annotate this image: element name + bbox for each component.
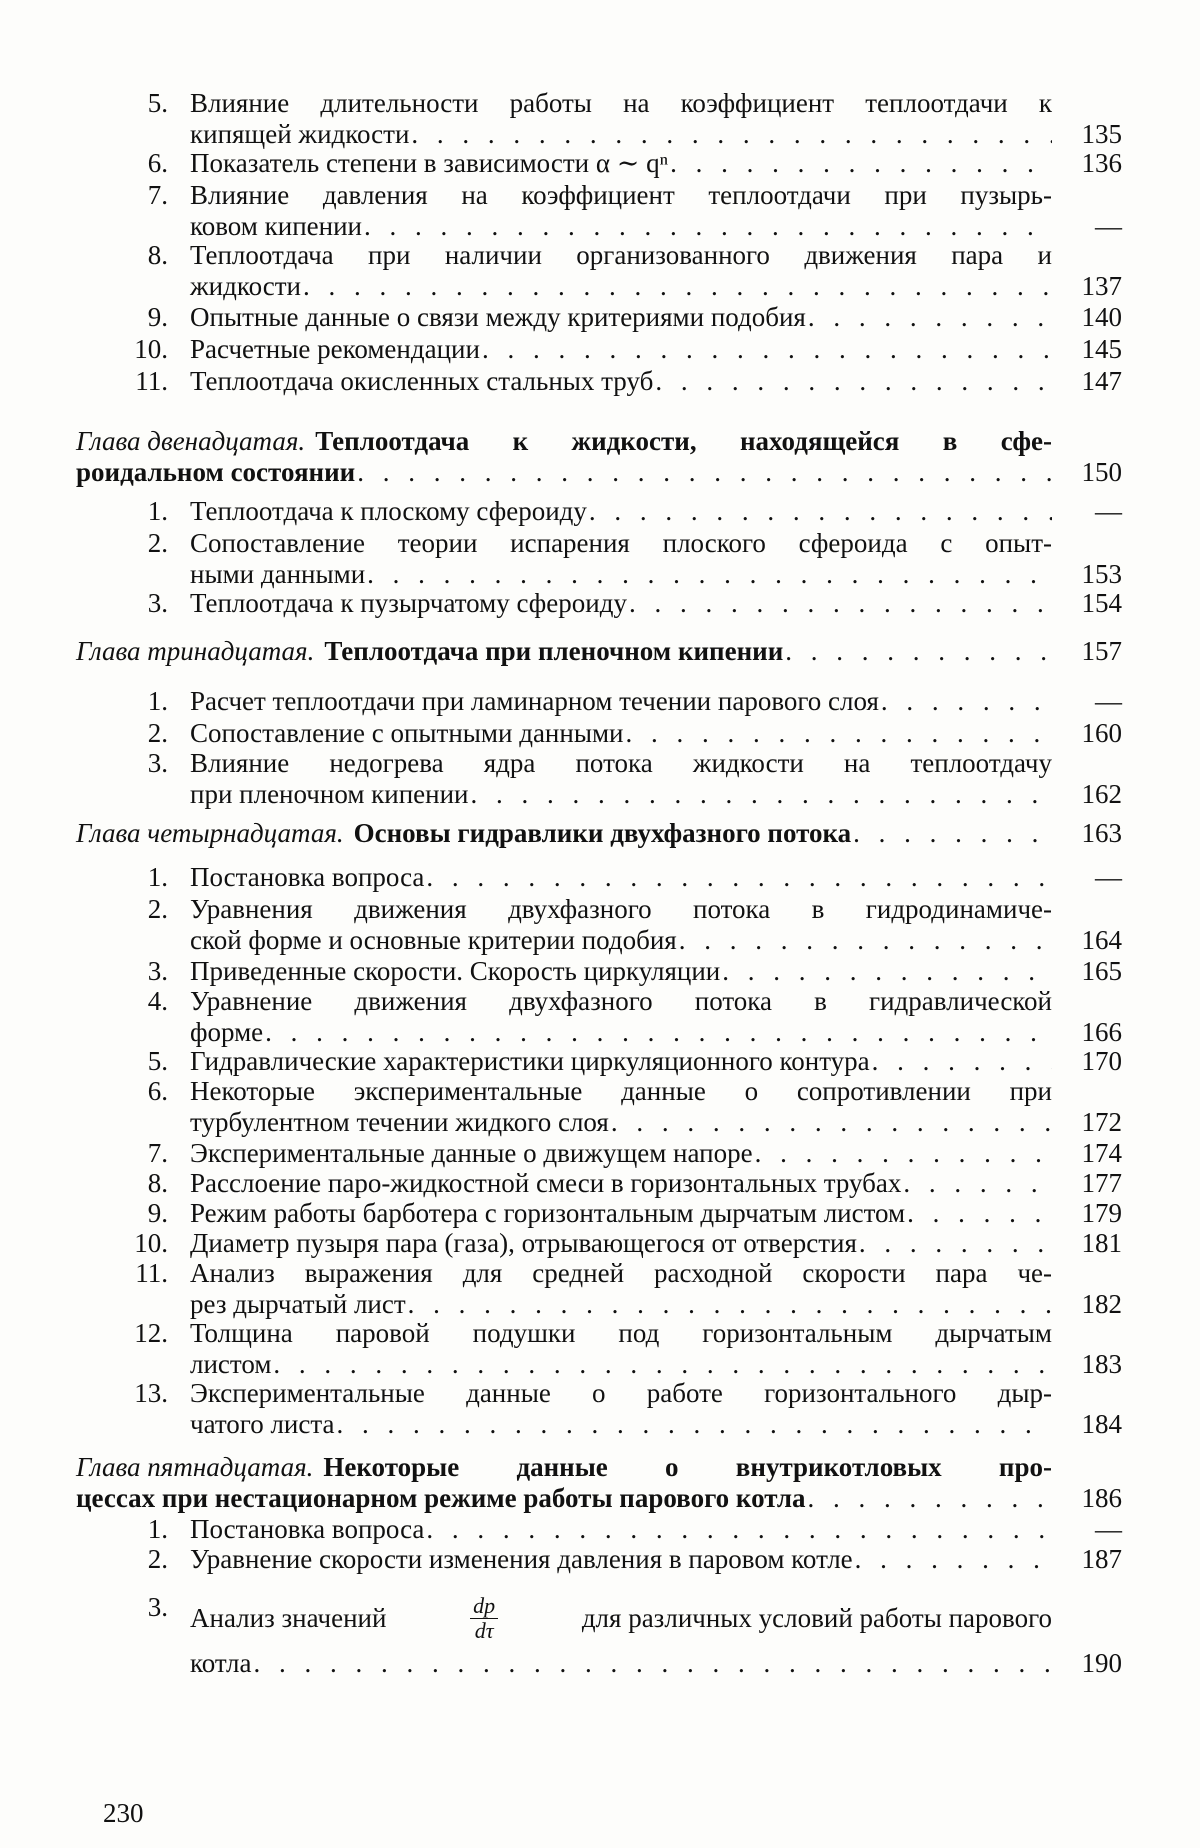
title-line — [190, 956, 1052, 987]
title-line — [190, 528, 1052, 559]
page-reference: 181 — [1081, 1228, 1122, 1258]
title-line — [190, 894, 1052, 925]
title-line — [190, 986, 1052, 1017]
title-text: ской форме и основные критерии подобия — [190, 925, 677, 955]
page-reference: — — [1095, 686, 1122, 716]
page-reference: 166 — [1081, 1017, 1122, 1047]
title-line — [190, 1046, 1052, 1077]
title-text: Теплоотдача при пленочном кипении — [324, 636, 784, 666]
dot-leader — [855, 1544, 1052, 1575]
page-reference: 177 — [1081, 1168, 1122, 1198]
title-text: Сопоставление теории испарения плоского сфероида с опыт- — [190, 528, 1052, 558]
title-text: Экспериментальные данные о движущем напоре — [190, 1138, 753, 1168]
section-number: 13. — [134, 1378, 168, 1408]
title-text: котла — [190, 1648, 252, 1678]
dot-leader — [589, 496, 1052, 527]
entry-title — [76, 636, 1052, 667]
title-line — [190, 686, 1052, 717]
entry-title — [190, 1198, 1052, 1229]
dot-leader — [859, 1228, 1052, 1259]
dot-leader — [611, 1107, 1052, 1138]
entry-title — [190, 1046, 1052, 1077]
title-text: Постановка вопроса — [190, 862, 425, 892]
section-number: 8. — [147, 240, 168, 270]
title-text: Уравнения движения двухфазного потока в гидродинамиче- — [190, 894, 1052, 924]
entry-title — [190, 366, 1052, 397]
section-number: 6. — [147, 148, 168, 178]
title-line — [190, 588, 1052, 619]
fraction-denominator: dτ — [474, 1617, 494, 1643]
title-line — [190, 1076, 1052, 1107]
title-line — [190, 1289, 1052, 1320]
title-text: турбулентном течении жидкого слоя — [190, 1107, 609, 1137]
section-number: 10. — [134, 334, 168, 364]
dot-leader — [482, 334, 1052, 365]
page-reference: 160 — [1081, 718, 1122, 748]
title-line — [76, 636, 1052, 667]
entry-title — [190, 986, 1052, 1048]
entry-title — [190, 862, 1052, 893]
section-number: 10. — [134, 1228, 168, 1258]
section-number: 5. — [147, 88, 168, 118]
section-number: 11. — [135, 366, 168, 396]
title-line — [190, 1409, 1052, 1440]
title-text: Расчет теплоотдачи при ламинарном течении парового слоя — [190, 686, 879, 716]
page-reference: 163 — [1081, 818, 1122, 848]
title-text: роидальном состоянии — [76, 457, 356, 487]
entry-title — [190, 1076, 1052, 1138]
entry-title — [190, 148, 1052, 179]
title-text: Расслоение паро-жидкостной смеси в горизонтальных трубах — [190, 1168, 902, 1198]
title-line — [190, 718, 1052, 749]
page-reference: 184 — [1081, 1409, 1122, 1439]
title-line — [190, 779, 1052, 810]
title-line — [190, 1592, 1052, 1644]
title-text: ными данными — [190, 559, 366, 589]
title-text: ковом кипении — [190, 211, 362, 241]
dot-leader — [426, 862, 1052, 893]
entry-title — [190, 302, 1052, 333]
dot-leader — [367, 559, 1052, 590]
title-line — [190, 88, 1052, 119]
entry-title — [190, 528, 1052, 590]
page-reference: 135 — [1081, 119, 1122, 149]
dot-leader — [722, 956, 1052, 987]
page-reference: 182 — [1081, 1289, 1122, 1319]
section-number: 3. — [147, 588, 168, 618]
title-text: Экспериментальные данные о работе горизонтального дыр- — [190, 1378, 1052, 1408]
section-number: 6. — [147, 1076, 168, 1106]
title-line — [190, 1198, 1052, 1229]
page-reference: 162 — [1081, 779, 1122, 809]
page-reference: — — [1095, 862, 1122, 892]
dot-leader — [253, 1648, 1052, 1679]
dot-leader — [471, 779, 1052, 810]
title-text: кипящей жидкости — [190, 119, 410, 149]
page-reference: 179 — [1081, 1198, 1122, 1228]
entry-title — [190, 748, 1052, 810]
title-text: Теплоотдача при наличии организованного движения пара и — [190, 240, 1052, 270]
title-text: Теплоотдача к плоскому сфероиду — [190, 496, 587, 526]
page-reference: 157 — [1081, 636, 1122, 666]
title-line — [190, 1258, 1052, 1289]
dot-leader — [364, 211, 1052, 242]
title-text: Теплоотдача к пузырчатому сфероиду — [190, 588, 627, 618]
dot-leader — [629, 588, 1052, 619]
title-text: Уравнение движения двухфазного потока в гидравлической — [190, 986, 1052, 1016]
page-reference: 190 — [1081, 1648, 1122, 1678]
title-text: Приведенные скорости. Скорость циркуляции — [190, 956, 721, 986]
title-text: Толщина паровой подушки под горизонтальным дырчатым — [190, 1318, 1052, 1348]
fraction — [470, 1594, 498, 1643]
page-reference: 145 — [1081, 334, 1122, 364]
page-reference: 164 — [1081, 925, 1122, 955]
title-text: Режим работы барботера с горизонтальным дырчатым листом — [190, 1198, 906, 1228]
title-text: Сопоставление с опытными данными — [190, 718, 624, 748]
title-line — [190, 334, 1052, 365]
section-number: 7. — [147, 180, 168, 210]
title-line — [76, 1452, 1052, 1483]
dot-leader — [853, 818, 1052, 849]
title-line — [190, 559, 1052, 590]
title-text: Теплоотдача к жидкости, находящейся в сфе- — [315, 426, 1052, 456]
section-number: 3. — [147, 1592, 168, 1622]
entry-title — [190, 1168, 1052, 1199]
entry-title — [190, 334, 1052, 365]
dot-leader — [808, 1483, 1053, 1514]
title-line — [190, 366, 1052, 397]
chapter-label: Глава двенадцатая. — [76, 426, 306, 456]
section-number: 2. — [147, 1544, 168, 1574]
title-line — [190, 1228, 1052, 1259]
dot-leader — [303, 271, 1052, 302]
page-reference: 153 — [1081, 559, 1122, 589]
title-line — [76, 818, 1052, 849]
page-reference: — — [1095, 211, 1122, 241]
title-line — [190, 1168, 1052, 1199]
title-text: Влияние давления на коэффициент теплоотдачи при пузырь- — [190, 180, 1052, 210]
title-text: листом — [190, 1349, 272, 1379]
title-line — [190, 496, 1052, 527]
title-line — [190, 119, 1052, 150]
entry-title — [190, 956, 1052, 987]
title-line — [190, 1017, 1052, 1048]
title-line — [190, 1349, 1052, 1380]
title-text: Уравнение скорости изменения давления в паровом котле — [190, 1544, 853, 1574]
dot-leader — [655, 366, 1052, 397]
title-line — [190, 302, 1052, 333]
section-number: 1. — [147, 686, 168, 716]
section-number: 12. — [134, 1318, 168, 1348]
section-number: 11. — [135, 1258, 168, 1288]
title-text: Расчетные рекомендации — [190, 334, 480, 364]
title-text: Гидравлические характеристики циркуляционного контура — [190, 1046, 870, 1076]
entry-title — [190, 588, 1052, 619]
page-reference: — — [1095, 496, 1122, 526]
entry-title — [190, 180, 1052, 242]
page-reference: 170 — [1081, 1046, 1122, 1076]
title-text: Диаметр пузыря пара (газа), отрывающегося от отверстия — [190, 1228, 857, 1258]
title-text: Некоторые данные о внутрикотловых про- — [323, 1452, 1052, 1482]
chapter-label: Глава четырнадцатая. — [76, 818, 344, 848]
title-line — [190, 240, 1052, 271]
entry-title — [190, 1592, 1052, 1679]
section-number: 2. — [147, 528, 168, 558]
title-line — [190, 1138, 1052, 1169]
title-text: Теплоотдача окисленных стальных труб — [190, 366, 654, 396]
entry-title — [190, 686, 1052, 717]
title-text: Влияние недогрева ядра потока жидкости на теплоотдачу — [190, 748, 1052, 778]
title-line — [190, 748, 1052, 779]
entry-title — [190, 1228, 1052, 1259]
dot-leader — [408, 1289, 1052, 1320]
section-number: 4. — [147, 986, 168, 1016]
section-number: 3. — [147, 748, 168, 778]
dot-leader — [411, 119, 1052, 150]
dot-leader — [357, 457, 1052, 488]
dot-leader — [626, 718, 1052, 749]
entry-title — [76, 818, 1052, 849]
entry-title — [190, 1544, 1052, 1575]
dot-leader — [785, 636, 1052, 667]
title-line — [190, 1514, 1052, 1545]
entry-title — [190, 894, 1052, 956]
page-number: 230 — [103, 1798, 144, 1828]
entry-title — [76, 1452, 1052, 1514]
title-text: Некоторые экспериментальные данные о сопротивлении при — [190, 1076, 1052, 1106]
section-number: 7. — [147, 1138, 168, 1168]
entry-title — [190, 240, 1052, 302]
page-reference: 154 — [1081, 588, 1122, 618]
entry-title — [190, 1378, 1052, 1440]
section-number: 2. — [147, 894, 168, 924]
title-line — [76, 457, 1052, 488]
page-reference: 137 — [1081, 271, 1122, 301]
entry-title — [190, 1318, 1052, 1380]
entry-title — [190, 718, 1052, 749]
section-number: 1. — [147, 496, 168, 526]
page-reference: 183 — [1081, 1349, 1122, 1379]
section-number: 1. — [147, 862, 168, 892]
entry-title — [76, 426, 1052, 488]
title-text: для различных условий работы парового — [581, 1602, 1052, 1633]
chapter-label: Глава тринадцатая. — [76, 636, 315, 666]
dot-leader — [679, 925, 1052, 956]
title-line — [190, 1107, 1052, 1138]
title-text: Опытные данные о связи между критериями подобия — [190, 302, 806, 332]
title-line — [190, 1318, 1052, 1349]
dot-leader — [755, 1138, 1052, 1169]
section-number: 5. — [147, 1046, 168, 1076]
title-line — [76, 1483, 1052, 1514]
dot-leader — [336, 1409, 1052, 1440]
title-text: Показатель степени в зависимости α ∼ qⁿ — [190, 148, 669, 178]
title-line — [190, 211, 1052, 242]
dot-leader — [872, 1046, 1052, 1077]
title-text: Постановка вопроса — [190, 1514, 425, 1544]
entry-title — [190, 1258, 1052, 1320]
section-number: 3. — [147, 956, 168, 986]
page-reference: 140 — [1081, 302, 1122, 332]
title-line — [190, 180, 1052, 211]
title-line — [190, 1378, 1052, 1409]
entry-title — [190, 1138, 1052, 1169]
dot-leader — [881, 686, 1052, 717]
section-number: 9. — [147, 1198, 168, 1228]
entry-title — [190, 88, 1052, 150]
page-reference: 174 — [1081, 1138, 1122, 1168]
dot-leader — [907, 1198, 1052, 1229]
title-line — [190, 862, 1052, 893]
page-reference: 136 — [1081, 148, 1122, 178]
title-text: чатого листа — [190, 1409, 335, 1439]
title-line — [190, 148, 1052, 179]
title-line — [190, 925, 1052, 956]
section-number: 9. — [147, 302, 168, 332]
dot-leader — [426, 1514, 1052, 1545]
page-reference: 187 — [1081, 1544, 1122, 1574]
title-text: при пленочном кипении — [190, 779, 469, 809]
entry-title — [190, 496, 1052, 527]
title-text: форме — [190, 1017, 264, 1047]
title-line — [190, 271, 1052, 302]
section-number: 2. — [147, 718, 168, 748]
title-line — [190, 1544, 1052, 1575]
dot-leader — [670, 148, 1052, 179]
page-reference: 172 — [1081, 1107, 1122, 1137]
title-text: рез дырчатый лист — [190, 1289, 406, 1319]
dot-leader — [808, 302, 1052, 333]
page-reference: 165 — [1081, 956, 1122, 986]
chapter-label: Глава пятнадцатая. — [76, 1452, 314, 1482]
page-reference: 150 — [1081, 457, 1122, 487]
page-reference: 147 — [1081, 366, 1122, 396]
entry-title — [190, 1514, 1052, 1545]
section-number: 8. — [147, 1168, 168, 1198]
section-number: 1. — [147, 1514, 168, 1544]
dot-leader — [273, 1349, 1052, 1380]
fraction-numerator: dp — [470, 1594, 498, 1619]
title-text: Анализ выражения для средней расходной скорости пара че- — [190, 1258, 1052, 1288]
title-text: цессах при нестационарном режиме работы парового котла — [76, 1483, 806, 1513]
page-reference: 186 — [1081, 1483, 1122, 1513]
title-text: жидкости — [190, 271, 301, 301]
title-text: Анализ значений — [190, 1602, 387, 1633]
dot-leader — [903, 1168, 1052, 1199]
title-text: Основы гидравлики двухфазного потока — [353, 818, 852, 848]
dot-leader — [265, 1017, 1052, 1048]
page-reference: — — [1095, 1514, 1122, 1544]
title-line — [190, 1648, 1052, 1679]
title-text: Влияние длительности работы на коэффициент теплоотдачи к — [190, 88, 1052, 118]
title-line — [76, 426, 1052, 457]
